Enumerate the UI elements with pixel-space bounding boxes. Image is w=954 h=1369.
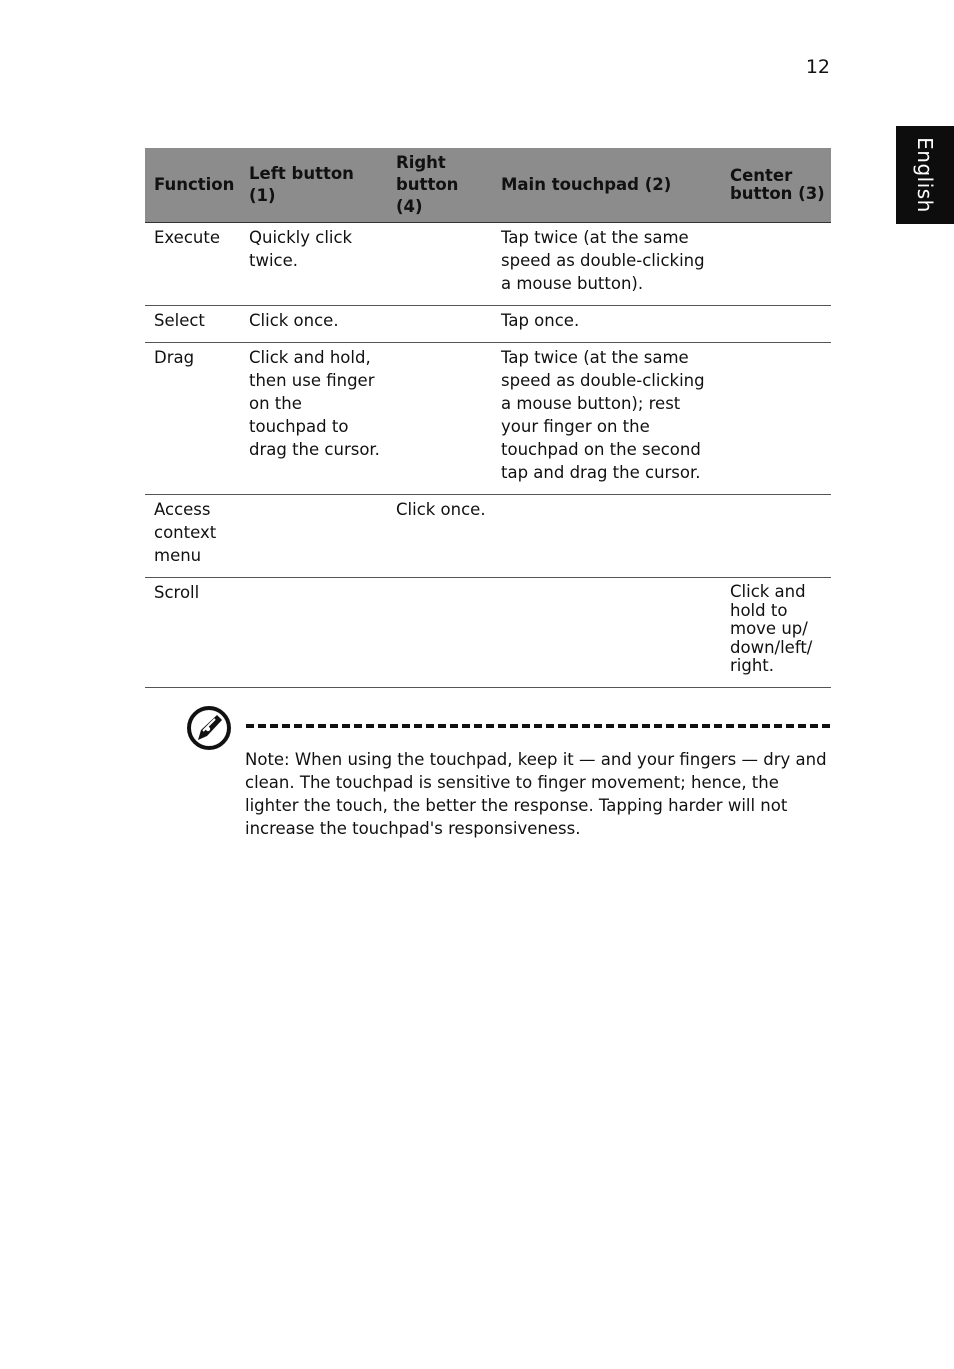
note-pen-icon: [186, 705, 232, 751]
cell-right-button: Click once.: [387, 495, 492, 578]
header-left-button: Left button (1): [240, 148, 387, 223]
touchpad-function-table: [145, 148, 831, 688]
cell-right-button: [387, 343, 492, 495]
table-header-row: [145, 148, 831, 223]
cell-right-button: [387, 578, 492, 688]
cell-center-button: [721, 223, 831, 306]
cell-function: Select: [145, 306, 240, 343]
cell-function: Drag: [145, 343, 240, 495]
table-row: [145, 495, 831, 578]
table-row: [145, 578, 831, 688]
table-row: [145, 223, 831, 306]
header-function: Function: [145, 148, 240, 223]
header-main-touchpad: Main touchpad (2): [492, 148, 721, 223]
language-tab-label: English: [913, 137, 937, 213]
cell-main-touchpad: Tap twice (at the same speed as double-clicking a mouse button); rest your finger on the touchpad on the second tap and drag the cursor.: [492, 343, 721, 495]
note-body: When using the touchpad, keep it — and your fingers — dry and clean. The touchpad is sensitive to finger movement; hence, the lighter the touch, the better the response. Tapping harder will not increase the touchpad's responsiveness.: [245, 750, 827, 838]
cell-function: Scroll: [145, 578, 240, 688]
cell-center-button: [721, 306, 831, 343]
page-number: 12: [805, 56, 830, 78]
cell-left-button: [240, 578, 387, 688]
cell-function: Access context menu: [145, 495, 240, 578]
cell-left-button: [240, 495, 387, 578]
table-row: [145, 306, 831, 343]
cell-center-button: Click and hold to move up/ down/left/ right.: [721, 578, 831, 688]
cell-right-button: [387, 223, 492, 306]
cell-center-button: [721, 495, 831, 578]
note-label: Note:: [245, 750, 290, 769]
cell-function: Execute: [145, 223, 240, 306]
note-paragraph: [245, 748, 835, 840]
cell-center-button: [721, 343, 831, 495]
table-row: [145, 343, 831, 495]
cell-main-touchpad: [492, 578, 721, 688]
cell-main-touchpad: Tap twice (at the same speed as double-clicking a mouse button).: [492, 223, 721, 306]
header-center-button: Center button (3): [721, 148, 831, 223]
cell-right-button: [387, 306, 492, 343]
header-right-button: Right button (4): [387, 148, 492, 223]
note-divider: [246, 724, 830, 728]
cell-left-button: Click once.: [240, 306, 387, 343]
cell-main-touchpad: Tap once.: [492, 306, 721, 343]
cell-left-button: Quickly click twice.: [240, 223, 387, 306]
language-tab: [896, 126, 954, 224]
cell-main-touchpad: [492, 495, 721, 578]
cell-left-button: Click and hold, then use finger on the touchpad to drag the cursor.: [240, 343, 387, 495]
